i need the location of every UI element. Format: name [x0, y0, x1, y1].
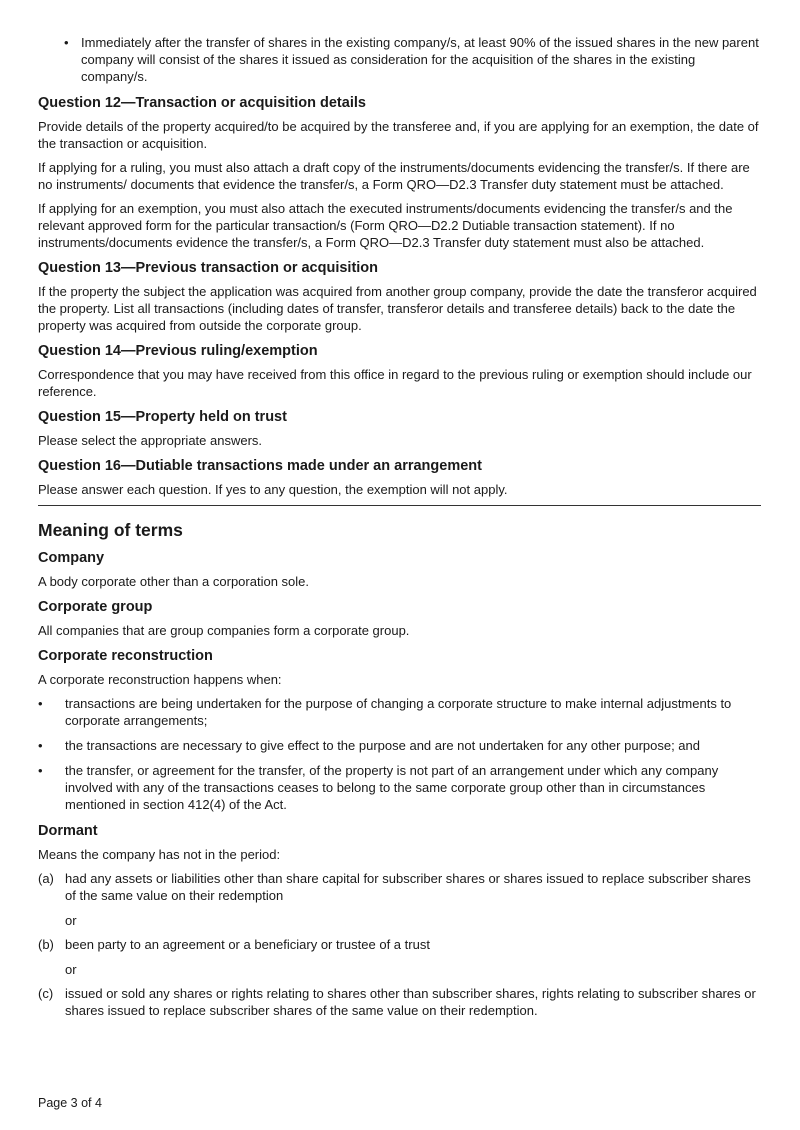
list-item	[64, 34, 761, 85]
list-item-text: the transfer, or agreement for the transfer, of the property is not part of an arrangement under which any company involved with any of the transactions ceases to belong to the same corporate group other than in circumstances mentioned in section 412(4) of the Act.	[65, 763, 719, 812]
list-item	[38, 870, 761, 904]
question-16-heading: Question 16—Dutiable transactions made under an arrangement	[38, 458, 482, 474]
list-item	[38, 985, 761, 1019]
bullet-icon: •	[38, 738, 43, 753]
list-item-text: had any assets or liabilities other than share capital for subscriber shares or shares issued to replace subscriber shares of the same value on their redemption	[65, 871, 751, 903]
list-marker: (c)	[38, 986, 54, 1001]
page-content	[38, 34, 761, 1027]
question-12-paragraph-1: Provide details of the property acquired/to be acquired by the transferee and, if you are applying for an exemption, the date of the transaction or acquisition.	[38, 119, 759, 151]
term-dormant-heading: Dormant	[38, 823, 98, 839]
section-divider	[38, 505, 761, 506]
question-15-paragraph: Please select the appropriate answers.	[38, 433, 263, 448]
bullet-icon: •	[64, 35, 69, 50]
term-corporate-reconstruction-heading: Corporate reconstruction	[38, 648, 213, 664]
question-15-heading: Question 15—Property held on trust	[38, 409, 287, 425]
question-13-paragraph: If the property the subject the application was acquired from another group company, provide the date the transferor acquired the property. List all transactions (including dates of transfer, transferor details and transferee details) back to the date the property was acquired from outside the corporate group.	[38, 284, 757, 333]
question-12-heading: Question 12—Transaction or acquisition details	[38, 95, 366, 111]
list-marker: (a)	[38, 871, 54, 886]
question-13-heading: Question 13—Previous transaction or acquisition	[38, 260, 379, 276]
list-item	[38, 695, 761, 729]
question-14-heading: Question 14—Previous ruling/exemption	[38, 343, 318, 359]
or-connector: or	[65, 962, 77, 977]
or-connector: or	[65, 913, 77, 928]
page-number: Page 3 of 4	[38, 1096, 102, 1110]
question-16-paragraph: Please answer each question. If yes to any question, the exemption will not apply.	[38, 482, 508, 497]
list-item-text: the transactions are necessary to give effect to the purpose and are not undertaken for any other purpose; and	[65, 738, 701, 753]
term-corporate-group-heading: Corporate group	[38, 599, 153, 615]
meaning-of-terms-heading: Meaning of terms	[38, 520, 183, 540]
question-14-paragraph: Correspondence that you may have received from this office in regard to the previous ruling or exemption should include our reference.	[38, 367, 752, 399]
question-12-paragraph-3: If applying for an exemption, you must also attach the executed instruments/documents evidencing the transfer/s and the relevant approved form for the particular transaction/s (Form QRO—D2.2 Dutiable transaction statement). If no instruments/documents evidence the transfer/s, a Form QRO—D2.3 Transfer duty statement must also be attached.	[38, 201, 733, 250]
list-item	[38, 936, 761, 953]
term-company-definition: A body corporate other than a corporation sole.	[38, 574, 310, 589]
term-corporate-group-definition: All companies that are group companies form a corporate group.	[38, 623, 410, 638]
bullet-icon: •	[38, 763, 43, 778]
term-dormant-intro: Means the company has not in the period:	[38, 847, 281, 862]
list-item-text: issued or sold any shares or rights relating to shares other than subscriber shares, rights relating to subscriber shares or shares issued to replace subscriber shares of the same value on their redemption.	[65, 986, 756, 1018]
term-corporate-reconstruction-intro: A corporate reconstruction happens when:	[38, 672, 282, 687]
term-company-heading: Company	[38, 550, 105, 566]
list-marker: (b)	[38, 937, 54, 952]
list-item	[38, 762, 761, 813]
list-item-text: been party to an agreement or a beneficiary or trustee of a trust	[65, 937, 430, 952]
bullet-icon: •	[38, 696, 43, 711]
list-item-text: transactions are being undertaken for the purpose of changing a corporate structure to make internal adjustments to corporate arrangements;	[65, 696, 732, 728]
list-item	[38, 737, 761, 754]
bullet-text: Immediately after the transfer of shares in the existing company/s, at least 90% of the issued shares in the new parent company will consist of the shares it issued as consideration for the acquisition of the shares in the existing company/s.	[81, 35, 759, 84]
question-12-paragraph-2: If applying for a ruling, you must also attach a draft copy of the instruments/documents evidencing the transfer/s. If there are no instruments/ documents that evidence the transfer/s, a Form QRO—D2.3 Transfer duty statement must be attached.	[38, 160, 750, 192]
